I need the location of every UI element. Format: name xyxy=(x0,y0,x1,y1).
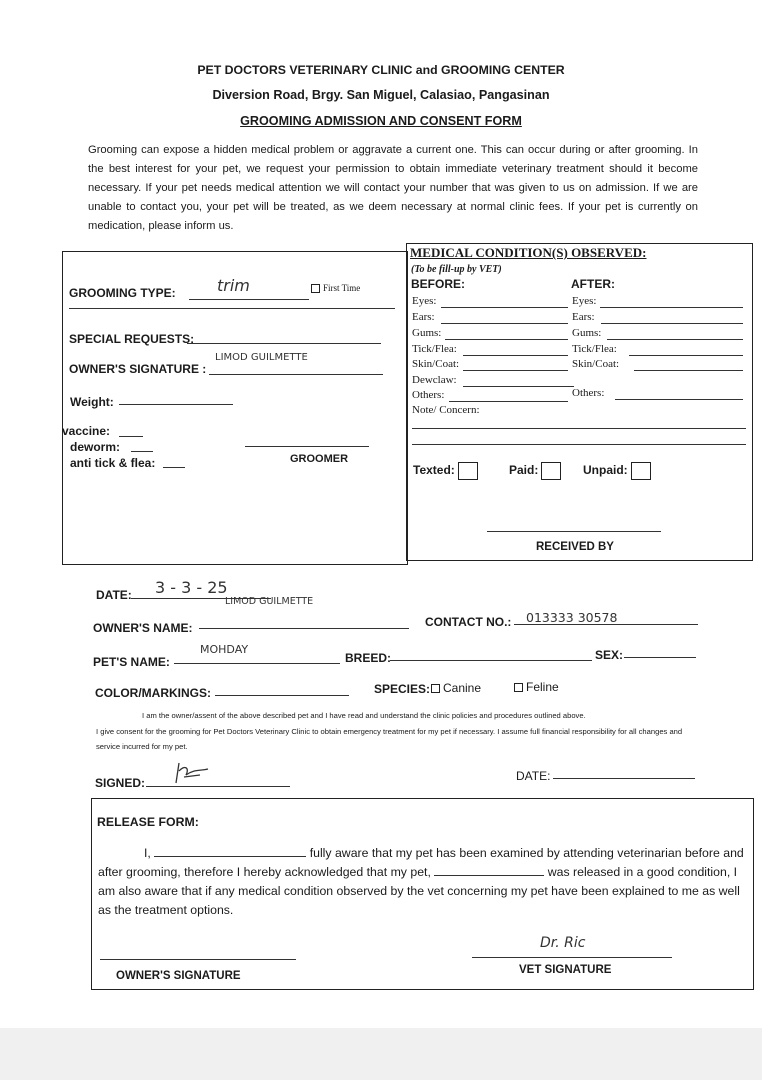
special-requests-field[interactable] xyxy=(187,343,381,344)
after-tickflea-field-label: Tick/Flea: xyxy=(572,343,617,355)
sex-field[interactable] xyxy=(624,657,696,658)
color-label: COLOR/MARKINGS: xyxy=(95,686,211,700)
after-tickflea-field-row xyxy=(572,343,617,355)
vaccine-label: vaccine: xyxy=(62,424,111,438)
release-owner-signature-label: OWNER'S SIGNATURE xyxy=(116,970,241,982)
date-label: DATE: xyxy=(96,588,132,602)
before-gums-field-label: Gums: xyxy=(412,327,442,339)
after-others-field-line[interactable] xyxy=(615,399,743,400)
before-tickflea-field-row xyxy=(412,343,457,355)
after-ears-field-label: Ears: xyxy=(572,311,595,323)
consent-date-field[interactable] xyxy=(553,778,695,779)
after-tickflea-field-line[interactable] xyxy=(629,355,743,356)
owner-signature-field[interactable] xyxy=(209,374,383,375)
weight-field[interactable] xyxy=(119,404,233,405)
note-line-2[interactable] xyxy=(412,444,746,445)
medical-title: MEDICAL CONDITION(S) OBSERVED: xyxy=(410,245,647,260)
release-name-blank[interactable] xyxy=(154,845,306,857)
species-label: SPECIES: xyxy=(374,682,431,696)
deworm-field[interactable] xyxy=(131,451,153,452)
release-panel xyxy=(91,798,754,990)
after-skincoat-field-line[interactable] xyxy=(634,370,743,371)
special-requests-label: SPECIAL REQUESTS: xyxy=(69,332,195,346)
release-owner-signature-line[interactable] xyxy=(100,959,296,960)
before-dewclaw-field-label: Dewclaw: xyxy=(412,374,457,386)
before-others-field-line[interactable] xyxy=(449,401,568,402)
before-dewclaw-field-line[interactable] xyxy=(463,386,574,387)
owner-signature-label: OWNER'S SIGNATURE : xyxy=(69,362,207,376)
canine-option[interactable] xyxy=(431,681,481,695)
grooming-extra-line xyxy=(69,308,395,309)
after-ears-field-line[interactable] xyxy=(601,323,743,324)
before-gums-field-line[interactable] xyxy=(445,339,568,340)
before-dewclaw-field-row xyxy=(412,374,457,386)
unpaid-checkbox[interactable] xyxy=(631,462,651,480)
after-gums-field-label: Gums: xyxy=(572,327,602,339)
after-ears-field-row xyxy=(572,311,595,323)
signed-field[interactable] xyxy=(146,786,290,787)
anti-tick-label: anti tick & flea: xyxy=(70,456,156,470)
after-skincoat-field-label: Skin/Coat: xyxy=(572,358,620,370)
owner-signature-scribble xyxy=(170,757,212,787)
before-skincoat-field-label: Skin/Coat: xyxy=(412,358,460,370)
clinic-name: PET DOCTORS VETERINARY CLINIC and GROOMING CENTER xyxy=(197,63,565,77)
consent-date-label: DATE: xyxy=(516,769,551,783)
vet-signature-line[interactable] xyxy=(472,957,672,958)
color-field[interactable] xyxy=(215,695,349,696)
before-eyes-field-line[interactable] xyxy=(441,307,568,308)
feline-option[interactable] xyxy=(514,680,559,694)
release-part-1: I, xyxy=(144,846,151,860)
groomer-signature-line[interactable] xyxy=(245,446,369,447)
after-others-field-row xyxy=(572,387,604,399)
before-eyes-field-label: Eyes: xyxy=(412,295,437,307)
before-skincoat-field-line[interactable] xyxy=(463,370,568,371)
owner-name-label: OWNER'S NAME: xyxy=(93,621,193,635)
before-ears-field-label: Ears: xyxy=(412,311,435,323)
owner-name-field[interactable] xyxy=(199,628,409,629)
after-eyes-field-row xyxy=(572,295,596,307)
groomer-label: GROOMER xyxy=(290,453,349,465)
medical-subtitle: (To be fill-up by VET) xyxy=(411,264,502,275)
signed-label: SIGNED: xyxy=(95,776,146,790)
before-eyes-field-row xyxy=(412,295,436,307)
canine-checkbox[interactable] xyxy=(431,684,440,693)
after-skincoat-field-row xyxy=(572,358,619,370)
breed-label: BREED: xyxy=(345,651,392,665)
after-gums-field-line[interactable] xyxy=(607,339,743,340)
grooming-type-label: GROOMING TYPE: xyxy=(69,286,176,300)
feline-label: Feline xyxy=(526,680,559,694)
pet-name-value: MOHDAY xyxy=(200,643,249,656)
before-tickflea-field-line[interactable] xyxy=(463,355,568,356)
before-ears-field-row xyxy=(412,311,435,323)
before-gums-field-row xyxy=(412,327,441,339)
paid-checkbox[interactable] xyxy=(541,462,561,480)
before-others-field-row xyxy=(412,389,444,401)
pet-name-field[interactable] xyxy=(174,663,340,664)
first-time-option[interactable] xyxy=(311,283,360,293)
after-eyes-field-line[interactable] xyxy=(600,307,743,308)
release-part-3: was released in a good condition, I am also aware that if any medical condition observed by the vet concerning my pet have been explained to me as well as the treatment options. xyxy=(98,865,740,917)
first-time-checkbox[interactable] xyxy=(311,284,320,293)
grooming-type-value: trim xyxy=(217,276,250,295)
release-part-2: fully aware that my pet has been examined by attending veterinarian before and after grooming, therefore I hereby acknowledged that my pet, xyxy=(98,846,744,879)
before-tickflea-field-label: Tick/Flea: xyxy=(412,343,457,355)
release-title: RELEASE FORM: xyxy=(97,815,199,829)
consent-line-2: I give consent for the grooming for Pet Doctors Veterinary Clinic to obtain emergency treatment for my pet if necessary. I assume full financial responsibility for all changes and service incurred for my pet. xyxy=(96,727,683,751)
weight-label: Weight: xyxy=(70,395,114,409)
anti-tick-field[interactable] xyxy=(163,467,185,468)
after-eyes-field-label: Eyes: xyxy=(572,295,597,307)
after-gums-field-row xyxy=(572,327,601,339)
release-text xyxy=(98,844,750,920)
received-by-label: RECEIVED BY xyxy=(536,541,614,553)
vet-signature-label: VET SIGNATURE xyxy=(519,964,612,976)
after-others-field-label: Others: xyxy=(572,387,605,399)
pet-name-label: PET'S NAME: xyxy=(93,655,170,669)
breed-field[interactable] xyxy=(390,660,592,661)
deworm-label: deworm: xyxy=(70,440,121,454)
note-label: Note/ Concern: xyxy=(412,404,480,416)
texted-checkbox[interactable] xyxy=(458,462,478,480)
before-ears-field-line[interactable] xyxy=(441,323,568,324)
medical-panel xyxy=(406,243,753,561)
paid-label: Paid: xyxy=(509,463,539,478)
grooming-panel xyxy=(62,251,408,565)
before-label: BEFORE: xyxy=(411,277,465,291)
vet-signature-value: Dr. Ric xyxy=(540,935,586,951)
consent-line-1: I am the owner/assent of the above described pet and I have read and understand the clinic policies and procedures outlined above. xyxy=(142,711,586,720)
vaccine-field[interactable] xyxy=(119,436,143,437)
canine-label: Canine xyxy=(443,681,482,695)
release-pet-blank[interactable] xyxy=(434,864,544,876)
intro-paragraph: Grooming can expose a hidden medical problem or aggravate a current one. This can occur during or after grooming. In the best interest for your pet, we request your permission to obtain immediate veterinary treatment should it become necessary. If your pet needs medical attention we will contact your number that was given to us on admission. If we are unable to contact you, your pet will be treated, as we deem necessary at normal clinic fees. If your pet is currently on medication, please inform us. xyxy=(88,144,698,232)
unpaid-option[interactable] xyxy=(583,462,651,480)
before-others-field-label: Others: xyxy=(412,389,445,401)
clinic-address: Diversion Road, Brgy. San Miguel, Calasiao, Pangasinan xyxy=(212,88,550,102)
form-title: GROOMING ADMISSION AND CONSENT FORM xyxy=(240,114,522,128)
unpaid-label: Unpaid: xyxy=(583,463,628,478)
sex-label: SEX: xyxy=(595,648,624,662)
date-value: 3 - 3 - 25 xyxy=(155,578,228,597)
after-label: AFTER: xyxy=(571,277,615,291)
contact-value: 013333 30578 xyxy=(526,610,618,625)
owner-name-value: LIMOD GUILMETTE xyxy=(225,596,314,607)
texted-option[interactable] xyxy=(413,462,478,480)
texted-label: Texted: xyxy=(413,463,455,478)
owner-signature-value: LIMOD GUILMETTE xyxy=(215,352,308,363)
paid-option[interactable] xyxy=(509,462,561,480)
received-by-line[interactable] xyxy=(487,531,661,532)
note-line-1[interactable] xyxy=(412,428,746,429)
first-time-label: First Time xyxy=(323,283,361,293)
feline-checkbox[interactable] xyxy=(514,683,523,692)
page-bottom-edge xyxy=(0,1028,762,1080)
before-skincoat-field-row xyxy=(412,358,459,370)
grooming-type-field[interactable] xyxy=(189,299,309,300)
contact-label: CONTACT NO.: xyxy=(425,615,512,629)
